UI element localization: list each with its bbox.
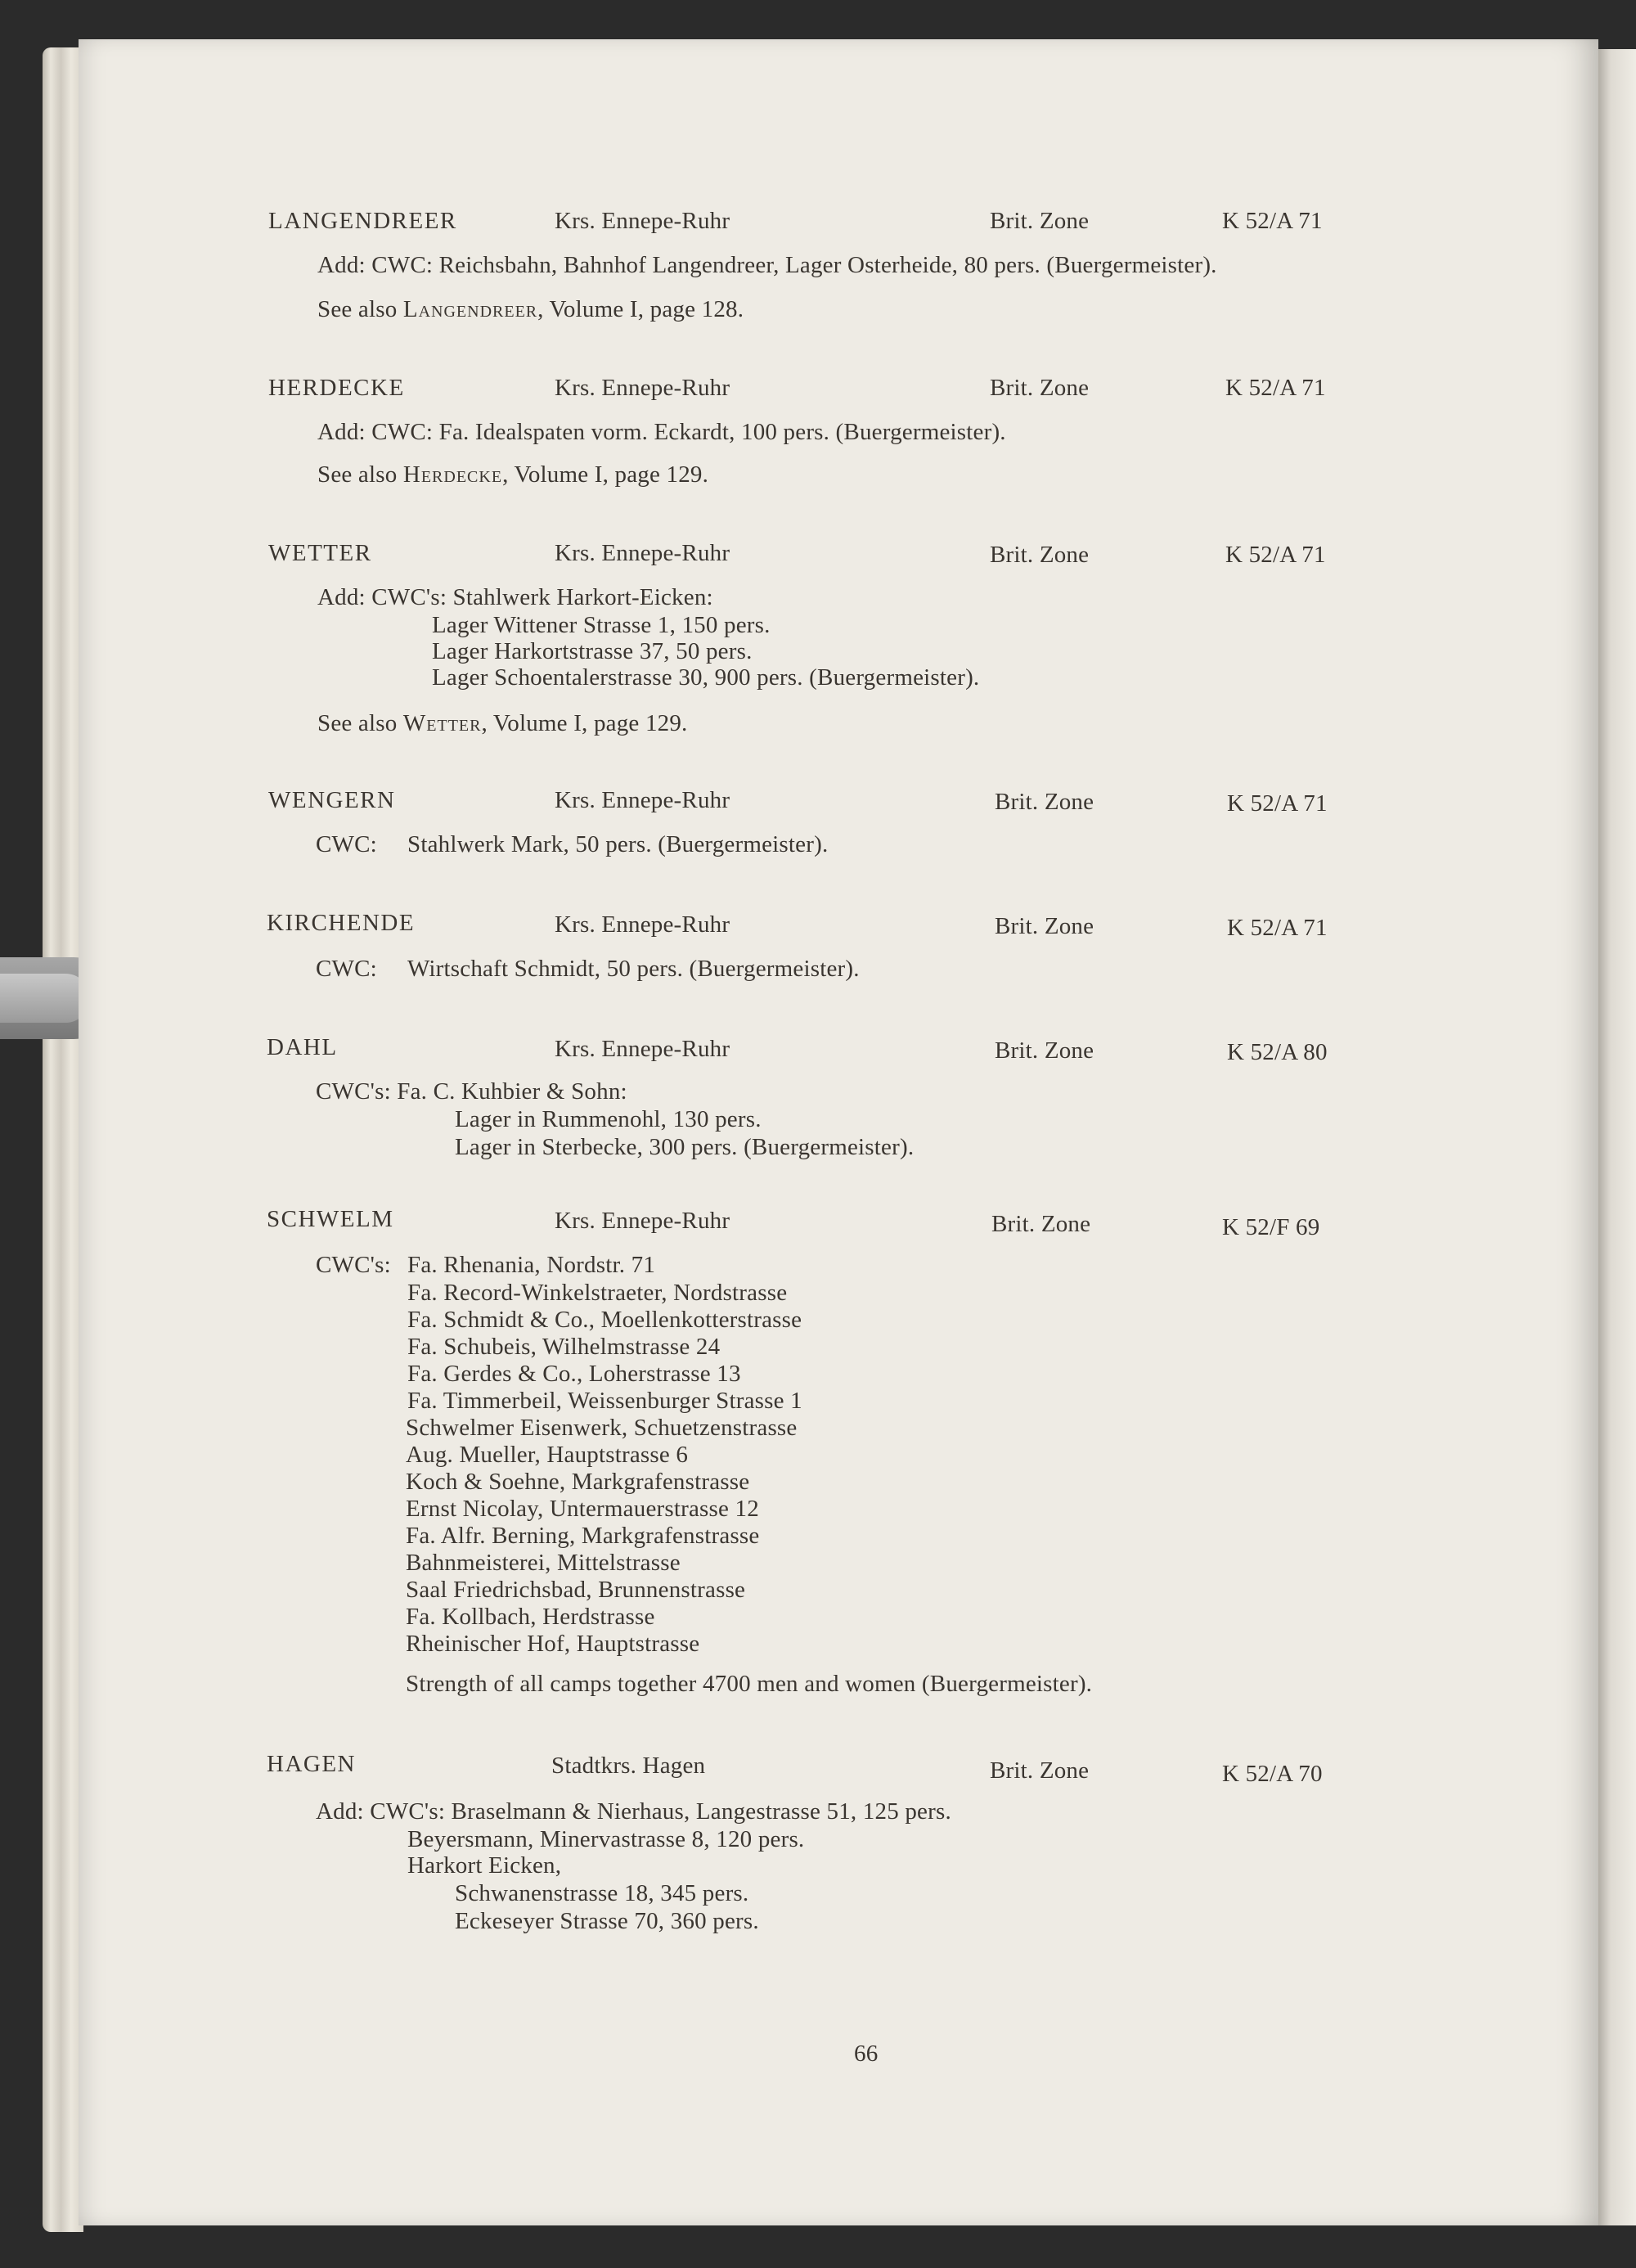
see-also-line: See also Wetter, Volume I, page 129.: [317, 710, 688, 736]
zone: Brit. Zone: [991, 1211, 1091, 1237]
entry-label: CWC:: [316, 956, 377, 982]
entry-line: Lager in Sterbecke, 300 pers. (Buergermeister).: [455, 1134, 915, 1160]
book-page-edges: [43, 47, 83, 2232]
entry-line: Fa. Schmidt & Co., Moellenkotterstrasse: [407, 1307, 802, 1333]
zone: Brit. Zone: [990, 208, 1090, 234]
entry-line: Ernst Nicolay, Untermauerstrasse 12: [406, 1496, 759, 1522]
district: Krs. Ennepe-Ruhr: [555, 208, 730, 234]
place-name: SCHWELM: [267, 1206, 394, 1232]
entry-line: Lager Schoentalerstrasse 30, 900 pers. (Buergermeister).: [432, 664, 980, 691]
zone: Brit. Zone: [990, 375, 1090, 401]
entry-line: Beyersmann, Minervastrasse 8, 120 pers.: [407, 1826, 805, 1852]
map-reference: K 52/A 71: [1225, 375, 1326, 401]
zone: Brit. Zone: [995, 913, 1094, 939]
entry-line: Add: CWC: Fa. Idealspaten vorm. Eckardt, 100 pers. (Buergermeister).: [317, 419, 1006, 445]
entry-line: Harkort Eicken,: [407, 1852, 562, 1879]
entry-line: Bahnmeisterei, Mittelstrasse: [406, 1550, 681, 1576]
map-reference: K 52/A 71: [1227, 915, 1328, 941]
map-reference: K 52/F 69: [1222, 1214, 1320, 1240]
entry-line: Lager Harkortstrasse 37, 50 pers.: [432, 638, 753, 664]
entry-label: CWC:: [316, 831, 377, 857]
page-number: 66: [854, 2041, 879, 2067]
place-name: DAHL: [267, 1034, 338, 1060]
map-reference: K 52/A 80: [1227, 1039, 1328, 1065]
entry-label: CWC's:: [316, 1252, 391, 1278]
entry-line: Aug. Mueller, Hauptstrasse 6: [406, 1442, 689, 1468]
entry-line: Fa. Gerdes & Co., Loherstrasse 13: [407, 1361, 741, 1387]
entry-line: Koch & Soehne, Markgrafenstrasse: [406, 1469, 750, 1495]
entry-line: Stahlwerk Mark, 50 pers. (Buergermeister).: [407, 831, 829, 857]
entry-line: Wirtschaft Schmidt, 50 pers. (Buergermeister).: [407, 956, 860, 982]
district: Stadtkrs. Hagen: [551, 1753, 706, 1779]
zone: Brit. Zone: [995, 1037, 1094, 1064]
place-name: KIRCHENDE: [267, 910, 416, 936]
document-page: [79, 39, 1598, 2225]
entry-summary: Strength of all camps together 4700 men and women (Buergermeister).: [406, 1671, 1093, 1697]
entry-line: Fa. Schubeis, Wilhelmstrasse 24: [407, 1334, 721, 1360]
district: Krs. Ennepe-Ruhr: [555, 1208, 730, 1234]
entry-line: CWC's: Fa. C. Kuhbier & Sohn:: [316, 1078, 627, 1105]
place-name: HAGEN: [267, 1751, 356, 1777]
entry-line: Add: CWC's: Braselmann & Nierhaus, Langestrasse 51, 125 pers.: [316, 1798, 951, 1825]
district: Krs. Ennepe-Ruhr: [555, 375, 730, 401]
facing-page-edge: [1593, 49, 1636, 2225]
entry-line: Lager Wittener Strasse 1, 150 pers.: [432, 612, 771, 638]
page-clip-highlight: [0, 974, 90, 1023]
entry-line: Fa. Kollbach, Herdstrasse: [406, 1604, 655, 1630]
map-reference: K 52/A 71: [1227, 790, 1328, 817]
entry-line: Lager in Rummenohl, 130 pers.: [455, 1106, 762, 1132]
district: Krs. Ennepe-Ruhr: [555, 911, 730, 938]
see-also-line: See also Langendreer, Volume I, page 128.: [317, 296, 744, 322]
see-also-line: See also Herdecke, Volume I, page 129.: [317, 461, 709, 488]
zone: Brit. Zone: [990, 542, 1090, 568]
entry-line: Add: CWC's: Stahlwerk Harkort-Eicken:: [317, 584, 713, 610]
place-name: WENGERN: [268, 787, 396, 813]
place-name: WETTER: [268, 540, 372, 566]
district: Krs. Ennepe-Ruhr: [555, 540, 730, 566]
entry-line: Eckeseyer Strasse 70, 360 pers.: [455, 1908, 759, 1934]
entry-line: Fa. Alfr. Berning, Markgrafenstrasse: [406, 1523, 760, 1549]
map-reference: K 52/A 70: [1222, 1761, 1323, 1787]
zone: Brit. Zone: [990, 1757, 1090, 1784]
entry-line: Fa. Record-Winkelstraeter, Nordstrasse: [407, 1280, 788, 1306]
district: Krs. Ennepe-Ruhr: [555, 1036, 730, 1062]
entry-line: Fa. Timmerbeil, Weissenburger Strasse 1: [407, 1388, 802, 1414]
district: Krs. Ennepe-Ruhr: [555, 787, 730, 813]
place-name: HERDECKE: [268, 375, 405, 401]
zone: Brit. Zone: [995, 789, 1094, 815]
entry-line: Schwelmer Eisenwerk, Schuetzenstrasse: [406, 1415, 798, 1441]
entry-line: Saal Friedrichsbad, Brunnenstrasse: [406, 1577, 746, 1603]
entry-line: Rheinischer Hof, Hauptstrasse: [406, 1631, 700, 1657]
map-reference: K 52/A 71: [1222, 208, 1323, 234]
map-reference: K 52/A 71: [1225, 542, 1326, 568]
entry-line: Add: CWC: Reichsbahn, Bahnhof Langendreer, Lager Osterheide, 80 pers. (Buergermeister).: [317, 252, 1217, 278]
entry-line: Schwanenstrasse 18, 345 pers.: [455, 1880, 749, 1906]
place-name: LANGENDREER: [268, 208, 457, 234]
entry-line: Fa. Rhenania, Nordstr. 71: [407, 1252, 656, 1278]
